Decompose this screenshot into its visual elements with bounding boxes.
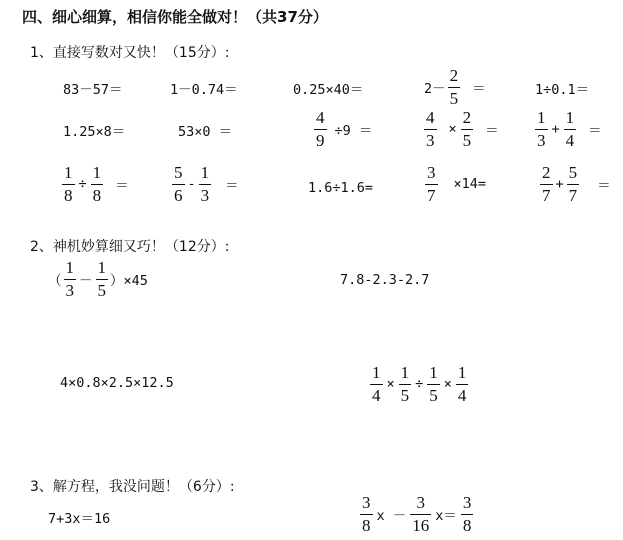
fraction: $\frac{1}{8}$ [64, 163, 73, 205]
s2-problem-1: （ $\frac{1}{3}$ － $\frac{1}{5}$ ）×45 [48, 258, 148, 300]
fraction: $\frac{1}{4}$ [457, 363, 467, 405]
s1-problem-11: $\frac{1}{8}$ ÷ $\frac{1}{8}$ ＝ [64, 163, 129, 205]
fraction: $\frac{1}{3}$ [200, 163, 210, 205]
page-title: 四、细心细算，相信你能全做对！（共37分） [22, 8, 328, 26]
s1-problem-14: $\frac{3}{7}$ ×14= [427, 163, 487, 205]
s2-problem-2: 7.8-2.3-2.7 [340, 272, 430, 288]
fraction: $\frac{2}{5}$ [449, 66, 459, 108]
s1-problem-10: $\frac{1}{3}$ + $\frac{1}{4}$ ＝ [537, 108, 602, 150]
fraction: $\frac{5}{7}$ [568, 163, 578, 205]
fraction: $\frac{1}{4}$ [372, 363, 381, 405]
fraction: $\frac{1}{3}$ [65, 258, 74, 300]
s1-problem-6: 1.25×8＝ [63, 124, 126, 140]
s2-problem-4: $\frac{1}{4}$ × $\frac{1}{5}$ ÷ $\frac{1}{5}$ × $\frac{1}{4}$ [372, 363, 467, 405]
s1-problem-5: 1÷0.1＝ [535, 82, 590, 98]
s1-problem-12: $\frac{5}{6}$ - $\frac{1}{3}$ ＝ [174, 163, 239, 205]
fraction: $\frac{3}{8}$ [462, 493, 472, 535]
s1-problem-4: 2－ $\frac{2}{5}$ ＝ [424, 66, 486, 108]
fraction: $\frac{3}{16}$ [412, 493, 430, 535]
fraction: $\frac{4}{9}$ [316, 108, 325, 150]
fraction: $\frac{4}{3}$ [426, 108, 435, 150]
s1-problem-3: 0.25×40＝ [293, 82, 364, 98]
fraction: $\frac{3}{8}$ [362, 493, 371, 535]
s1-problem-8: $\frac{4}{9}$ ÷9 ＝ [316, 108, 373, 150]
fraction: $\frac{3}{7}$ [427, 163, 436, 205]
fraction: $\frac{1}{3}$ [537, 108, 546, 150]
s1-problem-2: 1－0.74＝ [170, 82, 238, 98]
s3-problem-1: 7+3x＝16 [48, 511, 111, 527]
s2-problem-3: 4×0.8×2.5×12.5 [60, 375, 174, 391]
fraction: $\frac{5}{6}$ [174, 163, 183, 205]
section-3-heading: 3、解方程，我没问题！（6分）: [30, 479, 235, 495]
fraction: $\frac{1}{5}$ [97, 258, 106, 300]
s1-problem-13: 1.6÷1.6= [308, 180, 374, 196]
s1-problem-1: 83－57＝ [63, 82, 123, 98]
fraction: $\frac{1}{4}$ [565, 108, 575, 150]
fraction: $\frac{1}{8}$ [92, 163, 102, 205]
s3-problem-2: $\frac{3}{8}$ x － $\frac{3}{16}$ x＝ $\frac{3}{8}$ [362, 493, 472, 535]
fraction: $\frac{2}{7}$ [542, 163, 551, 205]
fraction: $\frac{1}{5}$ [400, 363, 410, 405]
section-1-heading: 1、直接写数对又快！（15分）: [30, 45, 230, 61]
s1-problem-9: $\frac{4}{3}$ × $\frac{2}{5}$ ＝ [426, 108, 499, 150]
s1-problem-15: $\frac{2}{7}$ + $\frac{5}{7}$ ＝ [542, 163, 611, 205]
fraction: $\frac{2}{5}$ [462, 108, 472, 150]
s1-problem-7: 53×0 ＝ [178, 124, 233, 140]
fraction: $\frac{1}{5}$ [429, 363, 438, 405]
section-2-heading: 2、神机妙算细又巧！（12分）: [30, 239, 230, 255]
